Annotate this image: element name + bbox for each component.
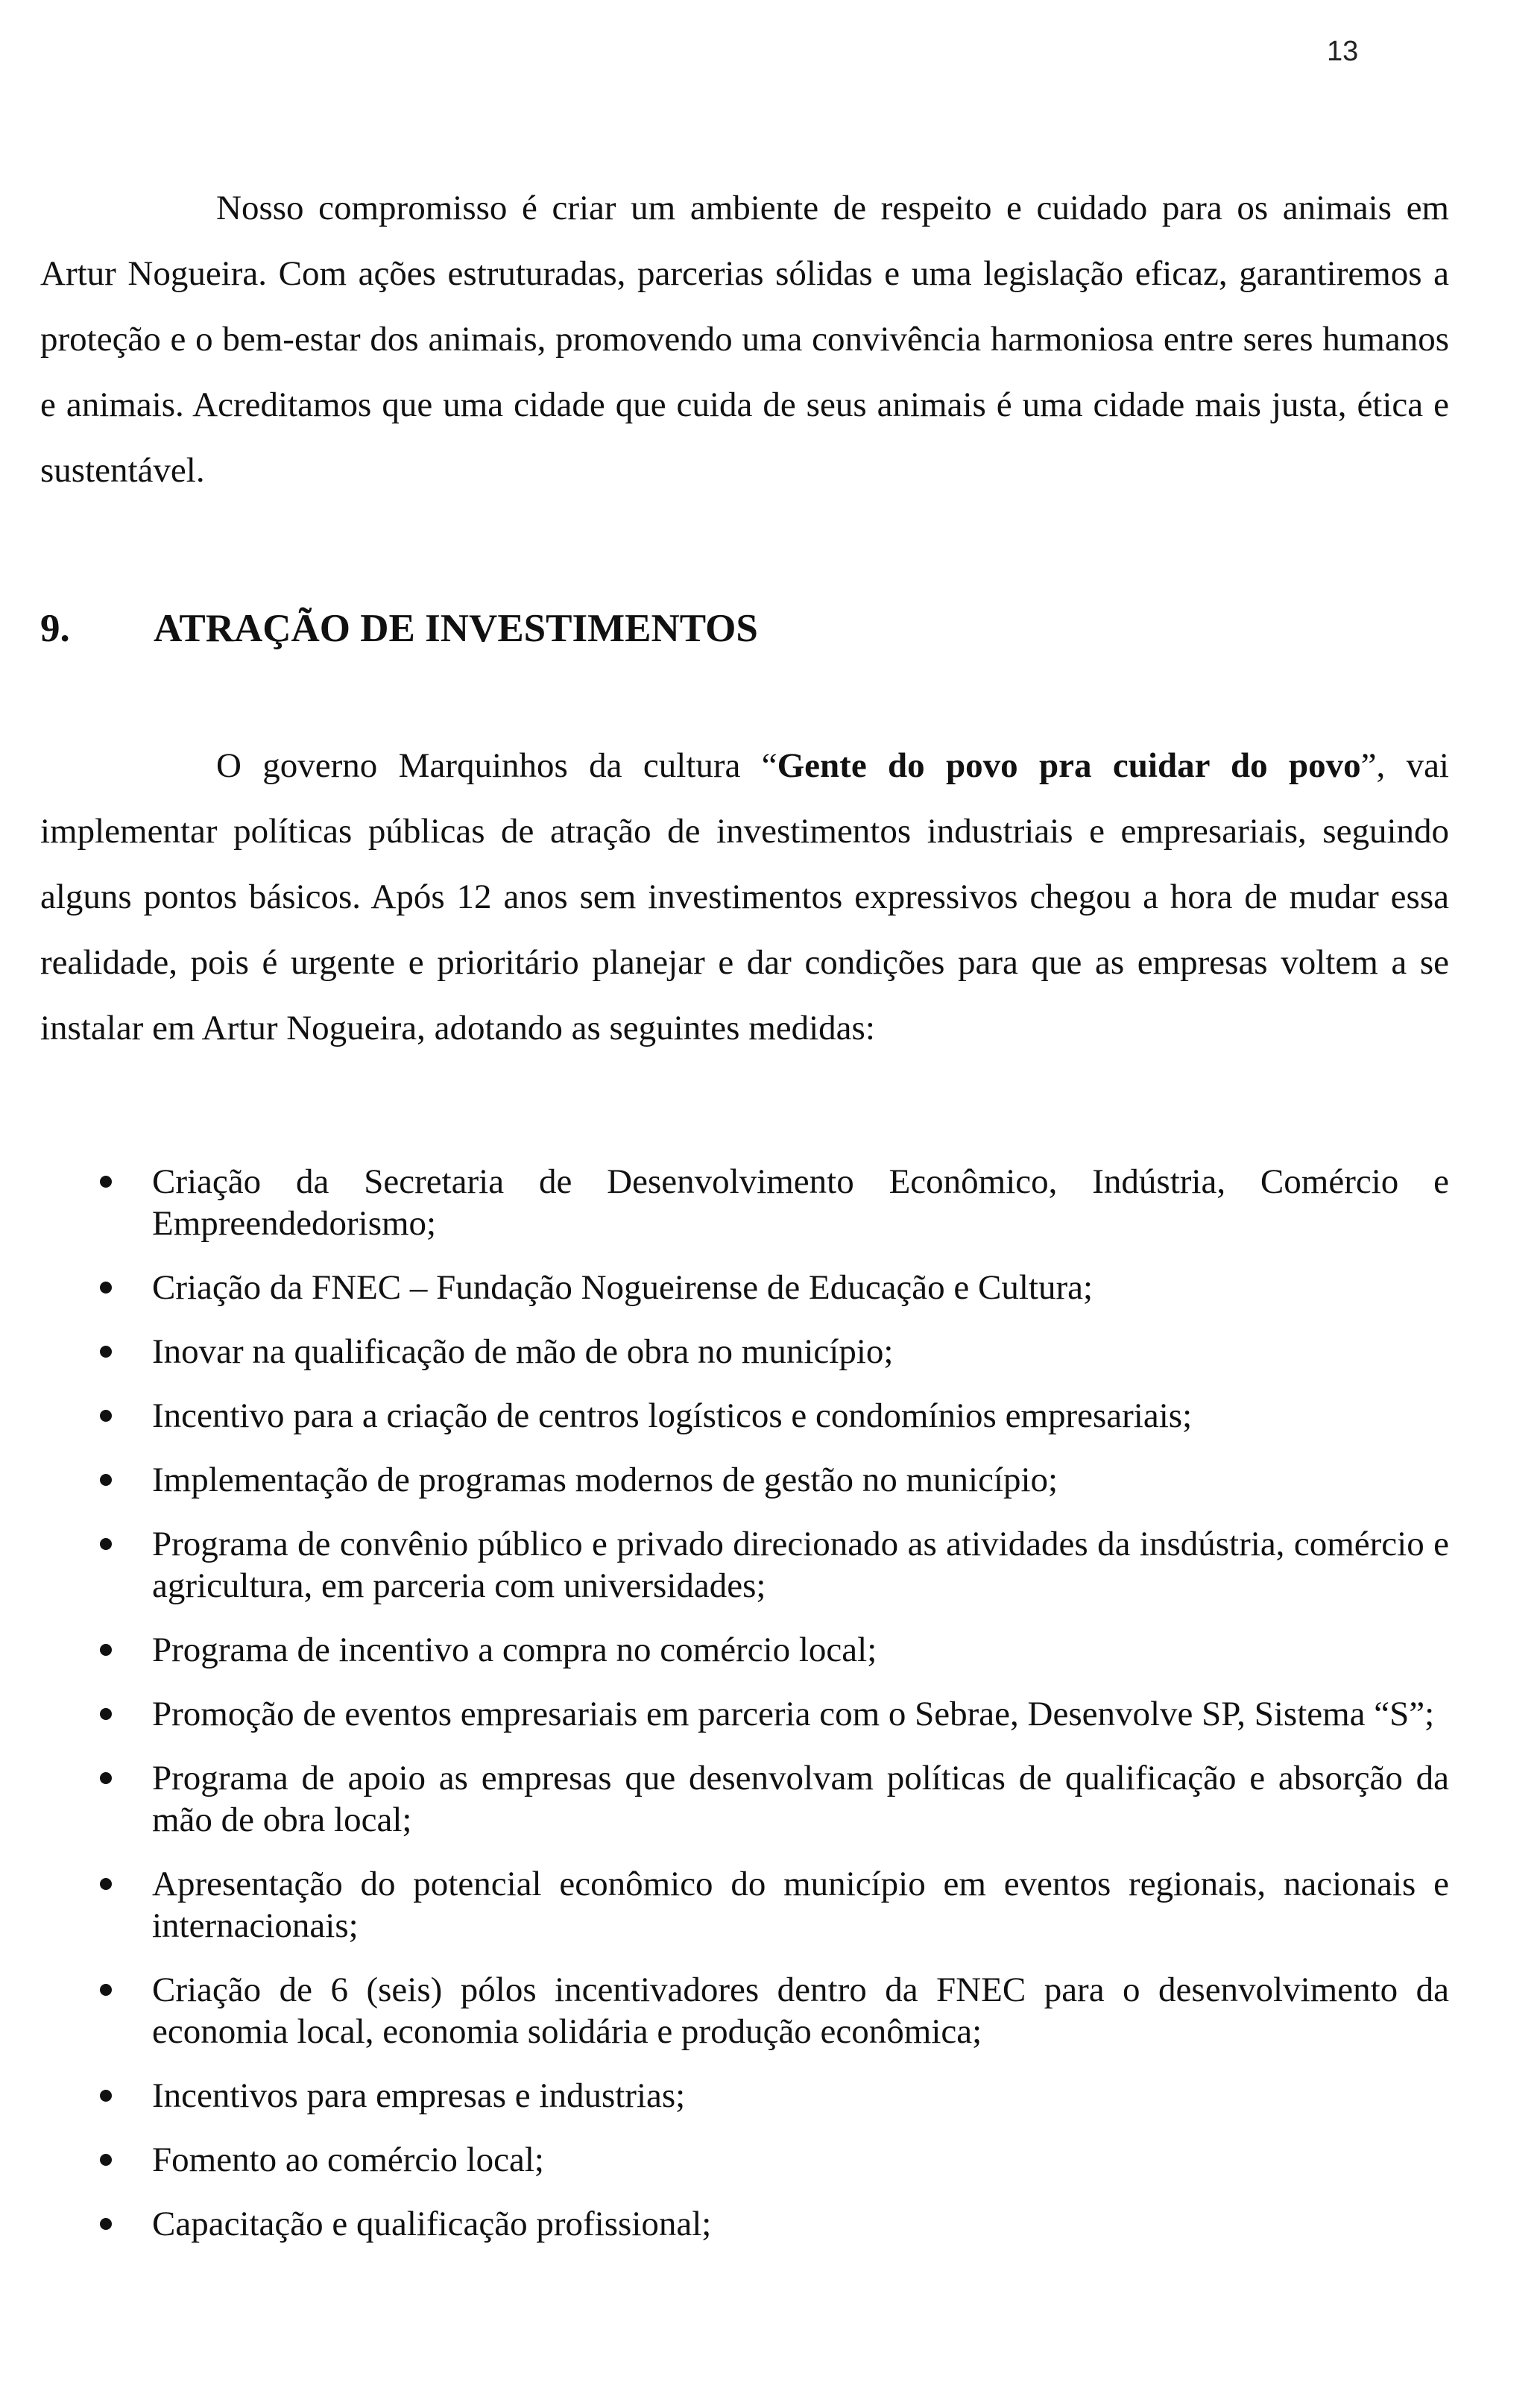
list-item xyxy=(40,2139,1449,2181)
list-item xyxy=(40,1757,1449,1841)
intro-paragraph: Nosso compromisso é criar um ambiente de respeito e cuidado para os animais em Artur Nogueira. Com ações estruturadas, parcerias sólidas e uma legislação eficaz, garantiremos a proteção e o bem-estar dos animais, promovendo uma convivência harmoniosa entre seres humanos e animais. Acreditamos que uma cidade que cuida de seus animais é uma cidade mais justa, ética e sustentável. xyxy=(40,189,1449,490)
document-body xyxy=(40,175,1449,2267)
list-item-text: Criação da Secretaria de Desenvolvimento Econômico, Indústria, Comércio e Empreendedorismo; xyxy=(152,1162,1449,1243)
list-item-text: Apresentação do potencial econômico do município em eventos regionais, nacionais e internacionais; xyxy=(152,1865,1449,1945)
list-item-text: Promoção de eventos empresariais em parceria com o Sebrae, Desenvolve SP, Sistema “S”; xyxy=(152,1695,1435,1733)
list-item-text: Implementação de programas modernos de gestão no município; xyxy=(152,1461,1058,1499)
page-number: 13 xyxy=(1327,36,1359,67)
list-item xyxy=(40,1161,1449,1244)
list-item xyxy=(40,1629,1449,1671)
measures-list xyxy=(40,1161,1449,2245)
bullet-icon xyxy=(100,1708,112,1720)
list-item xyxy=(40,2203,1449,2245)
list-item-text: Incentivo para a criação de centros logísticos e condomínios empresariais; xyxy=(152,1396,1193,1435)
list-item-text: Criação da FNEC – Fundação Nogueirense de Educação e Cultura; xyxy=(152,1268,1094,1307)
bullet-icon xyxy=(100,1346,112,1358)
section-title: ATRAÇÃO DE INVESTIMENTOS xyxy=(154,607,758,650)
section-paragraph-slogan: Gente do povo pra cuidar do povo xyxy=(777,746,1361,785)
bullet-icon xyxy=(100,2154,112,2166)
section-number: 9. xyxy=(40,607,70,650)
bullet-icon xyxy=(100,2090,112,2102)
list-item xyxy=(40,1331,1449,1373)
list-item xyxy=(40,1863,1449,1947)
list-item-text: Programa de incentivo a compra no comércio local; xyxy=(152,1630,877,1669)
bullet-icon xyxy=(100,1772,112,1784)
bullet-icon xyxy=(100,1644,112,1656)
bullet-icon xyxy=(100,1474,112,1486)
list-item xyxy=(40,1693,1449,1735)
list-item-text: Programa de apoio as empresas que desenvolvam políticas de qualificação e absorção da mão de obra local; xyxy=(152,1759,1449,1839)
bullet-icon xyxy=(100,2218,112,2230)
list-item xyxy=(40,1969,1449,2052)
list-item xyxy=(40,1267,1449,1308)
list-item xyxy=(40,2075,1449,2117)
list-item xyxy=(40,1395,1449,1437)
section-paragraph-lead: O governo Marquinhos da cultura “ xyxy=(216,746,777,785)
section-paragraph-rest: ”, vai implementar políticas públicas de atração de investimentos industriais e empresariais, seguindo alguns pontos básicos. Após 12 anos sem investimentos expressivos chegou a hora de mudar essa realidade, pois é urgente e prioritário planejar e dar condições para que as empresas voltem a se instalar em Artur Nogueira, adotando as seguintes medidas: xyxy=(40,746,1449,1047)
list-item xyxy=(40,1523,1449,1607)
list-item-text: Programa de convênio público e privado direcionado as atividades da insdústria, comércio e agricultura, em parceria com universidades; xyxy=(152,1525,1449,1605)
bullet-icon xyxy=(100,1984,112,1996)
list-item-text: Fomento ao comércio local; xyxy=(152,2140,544,2179)
bullet-icon xyxy=(100,1282,112,1294)
list-item-text: Inovar na qualificação de mão de obra no município; xyxy=(152,1332,894,1371)
bullet-icon xyxy=(100,1176,112,1188)
list-item xyxy=(40,1459,1449,1501)
bullet-icon xyxy=(100,1538,112,1550)
bullet-icon xyxy=(100,1878,112,1890)
list-item-text: Capacitação e qualificação profissional; xyxy=(152,2205,712,2243)
bullet-icon xyxy=(100,1410,112,1422)
list-item-text: Incentivos para empresas e industrias; xyxy=(152,2076,686,2115)
list-item-text: Criação de 6 (seis) pólos incentivadores dentro da FNEC para o desenvolvimento da economia local, economia solidária e produção econômica; xyxy=(152,1970,1449,2051)
section-heading xyxy=(40,599,1449,658)
section-paragraph xyxy=(40,733,1449,1061)
